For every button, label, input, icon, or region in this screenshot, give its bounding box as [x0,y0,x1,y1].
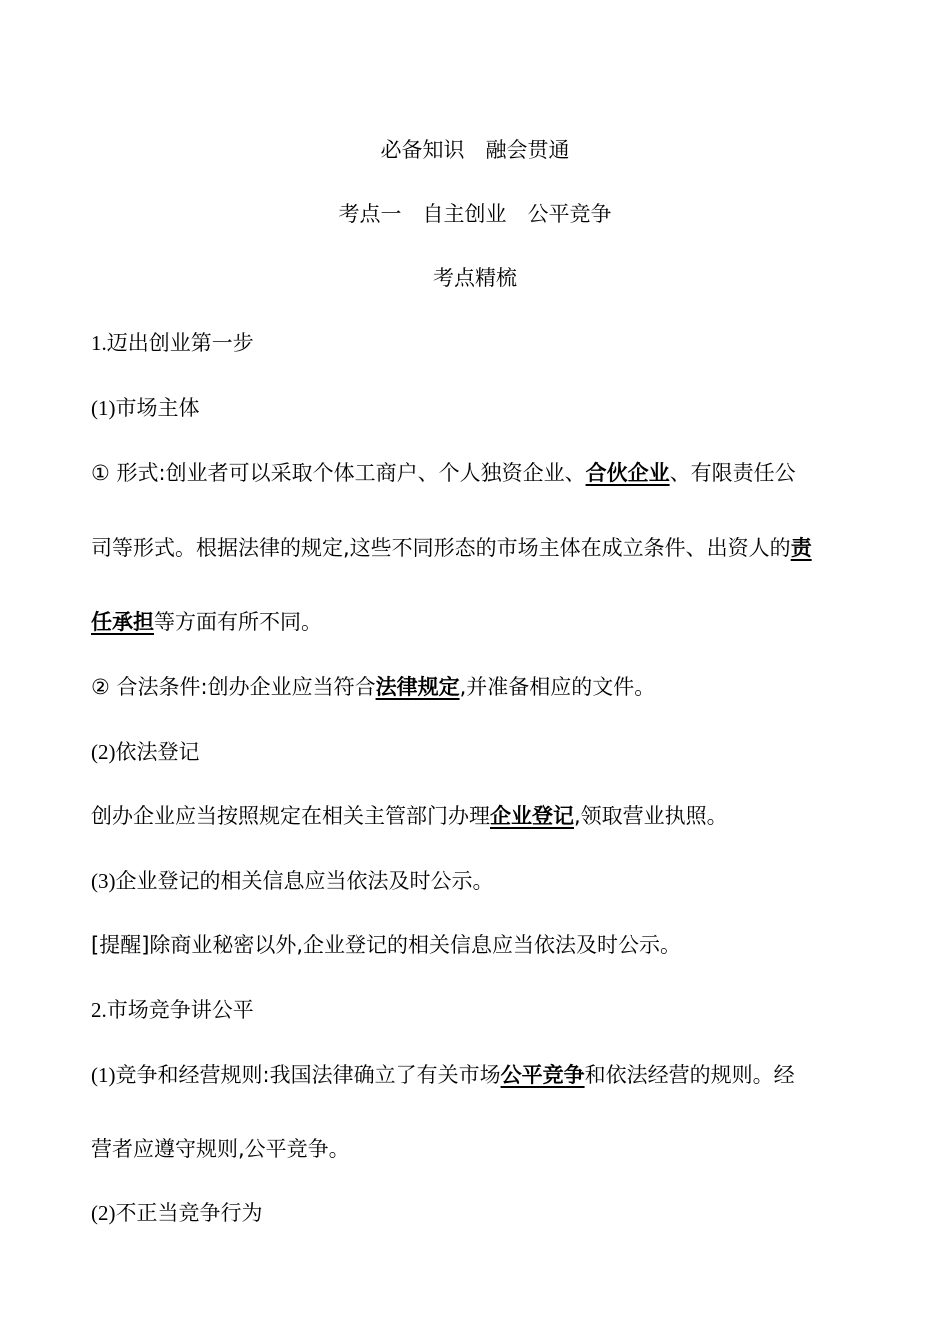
heading-number: (1) [91,396,116,420]
keyword-liability: 责 [790,536,812,560]
keyword-enterprise-registration: 企业登记 [490,804,574,828]
heading-number: (3) [91,869,116,893]
keyword-liability-cont: 任承担 [91,610,154,634]
keyword-partnership: 合伙企业 [585,461,670,485]
heading-2 [91,995,254,1025]
paragraph-form-line-1: ① 形式:创业者可以采取个体工商户、个人独资企业、合伙企业、有限责任公 [91,461,796,485]
heading-text: 迈出创业第一步 [106,331,254,355]
heading-text: 依法登记 [115,740,200,764]
heading-text: 市场竞争讲公平 [106,998,254,1022]
heading-1-2 [91,737,200,767]
heading-number: 2. [91,998,107,1022]
reminder-note: [提醒]除商业秘密以外,企业登记的相关信息应当依法及时公示。 [91,933,682,957]
heading-text: 不正当竞争行为 [115,1201,263,1225]
keyword-fair-competition: 公平竞争 [500,1063,585,1087]
circled-number-2: ② [91,675,110,699]
heading-1 [91,328,254,358]
heading-number: (1) [91,1063,116,1087]
paragraph-form-line-3: 任承担等方面有所不同。 [91,610,322,634]
subsection-heading: 考点精梳 [433,266,517,290]
section-heading: 必备知识 融会贯通 [380,138,570,162]
circled-number-1: ① [91,461,110,485]
heading-1-3 [91,866,494,896]
topic-heading: 考点一 自主创业 公平竞争 [338,202,612,226]
heading-number: (2) [91,740,116,764]
heading-text: 市场主体 [115,396,200,420]
heading-1-1 [91,393,200,423]
paragraph-competition-line-2: 营者应遵守规则,公平竞争。 [91,1137,350,1161]
keyword-legal-provisions: 法律规定 [375,675,460,699]
heading-number: (2) [91,1201,116,1225]
paragraph-registration: 创办企业应当按照规定在相关主管部门办理企业登记,领取营业执照。 [91,804,728,828]
paragraph-legal-conditions: ② 合法条件:创办企业应当符合法律规定,并准备相应的文件。 [91,675,656,699]
paragraph-form-line-2: 司等形式。根据法律的规定,这些不同形态的市场主体在成立条件、出资人的责 [91,536,812,560]
heading-number: 1. [91,331,107,355]
heading-text: 企业登记的相关信息应当依法及时公示。 [115,869,494,893]
heading-2-2 [91,1198,263,1228]
paragraph-competition-line-1: (1)竞争和经营规则:我国法律确立了有关市场公平竞争和依法经营的规则。经 [91,1063,795,1087]
